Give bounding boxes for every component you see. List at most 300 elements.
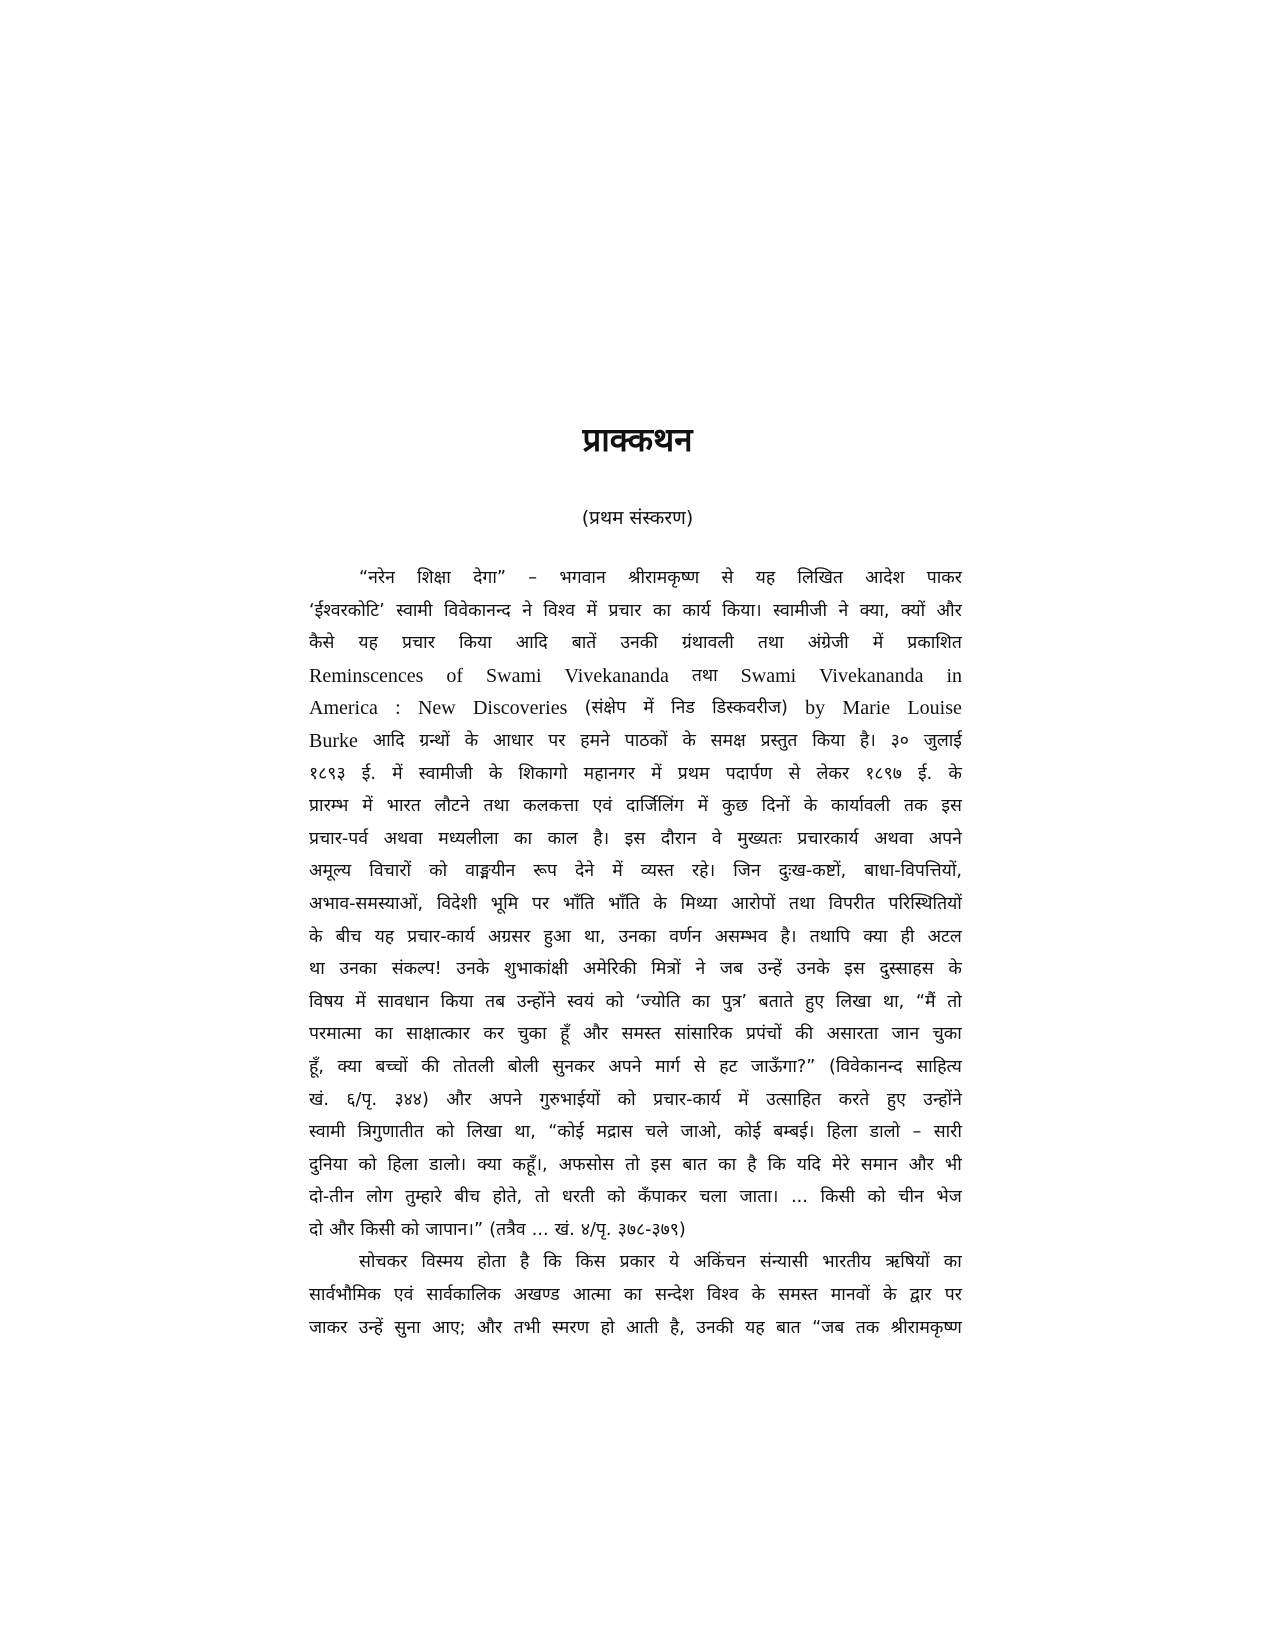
word: को [867, 1187, 886, 1208]
word: में [355, 991, 366, 1012]
word: तो [534, 1187, 550, 1208]
word: New [417, 697, 456, 720]
word: पर [944, 1285, 962, 1306]
word: समक्ष [710, 730, 746, 751]
word: दौरान [660, 828, 697, 849]
word: शुभाकांक्षी [504, 959, 569, 980]
word: प्रचार [401, 633, 435, 654]
word: बीच [335, 926, 362, 947]
word: तुम्हारे [405, 1187, 442, 1208]
word: यह [745, 1317, 765, 1338]
word: जब [719, 959, 744, 980]
word: तो [947, 991, 962, 1012]
word: हुए [886, 1089, 906, 1110]
word: सन्देश [655, 1285, 694, 1306]
word: of [446, 664, 464, 687]
word: हमने [580, 730, 610, 751]
text-line [309, 921, 962, 954]
word: जाकर [309, 1317, 348, 1338]
word: ग्रन्थों [419, 730, 450, 751]
word: कर [483, 1024, 505, 1045]
word: भूमि [490, 893, 519, 914]
word: कुछ [722, 796, 748, 817]
word: में [738, 1089, 749, 1110]
word: मद्रास [596, 1122, 633, 1143]
word: सुनकर [552, 1056, 595, 1077]
word: (तत्रैव [489, 1219, 526, 1240]
word: लेकर [816, 763, 850, 784]
word: स्मरण [551, 1317, 590, 1338]
word: भी [944, 1154, 962, 1175]
text-line [309, 1214, 962, 1247]
word: ये [668, 1252, 680, 1273]
word: देगा” [473, 568, 506, 588]
word: ‘ईश्वरकोटि’ [309, 600, 385, 621]
word: तक [855, 1317, 880, 1338]
word: Burke [309, 729, 358, 752]
word: और [936, 600, 962, 621]
word: दुनिया [309, 1154, 348, 1175]
word: आदि [372, 730, 405, 751]
text-line [309, 953, 962, 986]
text-line [309, 790, 962, 823]
word: विषय [309, 991, 344, 1012]
word: है [520, 1252, 530, 1273]
word: उन्हें [358, 1317, 383, 1338]
word: कोई [734, 1122, 761, 1143]
word: – [528, 568, 538, 588]
word: अटल [927, 926, 962, 947]
word: सांसारिक [674, 1024, 733, 1045]
word: को [607, 1187, 626, 1208]
word: ‘ज्योति [635, 991, 681, 1012]
word: और [329, 1219, 355, 1240]
word: विश्व [706, 1285, 739, 1306]
word: रहे। [691, 861, 716, 882]
word: शिक्षा [417, 568, 451, 588]
word: में [586, 600, 598, 621]
word: के [803, 796, 818, 817]
word: बच्चों [375, 1056, 408, 1077]
word: चुका [932, 1024, 962, 1045]
word: जान [891, 1024, 920, 1045]
text-line [309, 1051, 962, 1084]
word: मार्ग [655, 1056, 681, 1077]
word: का [691, 991, 711, 1012]
word: तथा [691, 665, 718, 686]
word: को [617, 1089, 636, 1110]
word: है, [669, 1317, 685, 1338]
text-line [309, 1181, 962, 1214]
text-line [309, 855, 962, 888]
word: चीन [898, 1187, 924, 1208]
word: गुरुभाईयों [539, 1089, 601, 1110]
text-line [309, 1084, 962, 1117]
word: है [747, 1154, 757, 1175]
word: आदि [515, 633, 548, 654]
word: में [651, 763, 662, 784]
word: उनकी [696, 1317, 734, 1338]
word: असारता [826, 1024, 879, 1045]
word: मानवों [830, 1285, 870, 1306]
word: जुलाई [923, 730, 962, 751]
word: Swami [486, 664, 542, 687]
word: किया [458, 633, 492, 654]
word: सार्वभौमिक [309, 1285, 381, 1306]
word: “नरेन [359, 568, 395, 588]
word: हुआ [543, 926, 571, 947]
word: आधार [492, 730, 534, 751]
word: Vivekananda [819, 664, 924, 687]
word: Vivekananda [564, 664, 669, 687]
word: चला [699, 1187, 727, 1208]
word: के [653, 893, 667, 914]
word: से [693, 1056, 706, 1077]
word: के [883, 1285, 897, 1306]
word: कँपाकर [637, 1187, 687, 1208]
word: का [943, 1252, 962, 1273]
word: के [682, 730, 696, 751]
word: है। [780, 926, 797, 947]
word: विपरीत [828, 893, 875, 914]
word: बम्बई। [773, 1122, 815, 1143]
word: अथवा [874, 828, 914, 849]
text-line [309, 725, 962, 758]
word: उनके [456, 959, 490, 980]
word: में [643, 698, 654, 719]
word: उन्हें [757, 959, 782, 980]
word: का [718, 1154, 737, 1175]
word: जिन [733, 861, 761, 882]
word: ने [695, 959, 706, 980]
word: पुत्र’ [721, 991, 748, 1012]
word: यह [755, 568, 776, 588]
word: किया। [722, 600, 762, 621]
word: सारी [933, 1122, 962, 1143]
word: (विवेकानन्द [828, 1056, 903, 1077]
word: ... [531, 1219, 549, 1240]
word: प्रचारकार्य [797, 828, 859, 849]
word: बात [776, 1317, 801, 1338]
word: ई. [918, 763, 933, 784]
word: रूप [533, 861, 557, 882]
word: क्या [863, 926, 888, 947]
word: इस [941, 796, 962, 817]
word: डालो [869, 1122, 901, 1143]
word: के [948, 959, 962, 980]
word: १८९७ [865, 763, 902, 784]
word: ने [522, 600, 532, 621]
word: १८९३ [309, 763, 346, 784]
word: पर [548, 730, 566, 751]
word: कार्य [682, 600, 711, 621]
word: पर [531, 893, 550, 914]
word: तब [485, 991, 506, 1012]
word: सार्वकालिक [426, 1285, 501, 1306]
word: ऋषियों [885, 1252, 930, 1273]
text-line [309, 888, 962, 921]
word: उन्होंने [516, 991, 556, 1012]
word: इस [650, 1154, 672, 1175]
word: के [751, 1285, 766, 1306]
word: भारतीय [822, 1252, 872, 1273]
word: तभी [513, 1317, 541, 1338]
word: होता [477, 1252, 506, 1273]
word: जाऊँगा?” [751, 1056, 816, 1077]
word: स्वामीजी [418, 763, 473, 784]
word: बोली [507, 1056, 539, 1077]
word: Marie [842, 697, 891, 720]
word: किस [575, 1252, 606, 1273]
word: डालो। [429, 1154, 467, 1175]
word: किया [812, 730, 846, 751]
word: किसी [820, 1187, 855, 1208]
word: अपने [488, 1089, 523, 1110]
text-line [309, 1116, 962, 1149]
word: डिस्कवरीज) [712, 698, 788, 719]
word: भारत [386, 796, 421, 817]
word: प्रारम्भ [309, 796, 349, 817]
word: वर्णन [669, 926, 702, 947]
paragraph [309, 1246, 962, 1344]
word: होते, [492, 1187, 523, 1208]
word: “कोई [548, 1122, 585, 1143]
word: हो [600, 1317, 615, 1338]
word: संकल्प! [391, 959, 442, 980]
word: स्वामी [309, 1122, 346, 1143]
word: प्रचार-कार्य [653, 1089, 721, 1110]
word: बात [682, 1154, 708, 1175]
word: दार्जिलिंग [625, 796, 684, 817]
word: तक [903, 796, 928, 817]
word: तथा [757, 633, 784, 654]
word: विस्मय [421, 1252, 464, 1273]
word: वाङ्मयीन [465, 861, 516, 882]
word: ६/पृ. [346, 1089, 378, 1110]
word: चले [645, 1122, 669, 1143]
body-text [309, 562, 962, 1344]
word: America [309, 697, 378, 720]
word: समस्त [621, 1024, 661, 1045]
paragraph [309, 562, 962, 1246]
word: Louise [907, 697, 962, 720]
word: था [309, 959, 325, 980]
word: मित्रों [651, 959, 681, 980]
word: आदेश [865, 568, 905, 588]
word: प्रकाशित [907, 633, 962, 654]
word: कि [767, 1154, 786, 1175]
word: में [392, 763, 403, 784]
word: क्या, [859, 600, 890, 621]
word: मेरे [831, 1154, 850, 1175]
word: जाओ, [680, 1122, 722, 1143]
word: के [309, 926, 323, 947]
word: Reminscences [309, 664, 424, 687]
word: प्रस्तुत [760, 730, 798, 751]
word: से [721, 568, 734, 588]
word: और [908, 1154, 934, 1175]
word: दुःख-कष्टों, [778, 861, 847, 882]
word: के [464, 730, 479, 751]
word: और [477, 1317, 503, 1338]
word: में [612, 861, 623, 882]
word: उनका [618, 926, 657, 947]
word: अखण्ड [514, 1285, 560, 1306]
word: शिकागो [518, 763, 568, 784]
word: को [436, 1122, 455, 1143]
word: आत्मा [572, 1285, 611, 1306]
word: भाँति [608, 893, 640, 914]
word: में [872, 633, 884, 654]
word: तो [625, 1154, 640, 1175]
word: है। [859, 730, 876, 751]
word: साहित्य [916, 1056, 962, 1077]
word: सुना [394, 1317, 421, 1338]
page-title: प्राक्कथन [582, 420, 693, 459]
word: परिस्थितियों [888, 893, 962, 914]
word: अमेरिकी [582, 959, 637, 980]
word: प्रचार [608, 600, 642, 621]
word: हिला [387, 1154, 419, 1175]
word: श्रीरामकृष्ण [890, 1317, 962, 1338]
word: ... [791, 1187, 808, 1208]
word: प्रचार-पर्व [309, 828, 369, 849]
word: खं. [309, 1089, 329, 1110]
word: अग्रसर [487, 926, 531, 947]
word: तथापि [809, 926, 851, 947]
word: प्रथम [677, 763, 710, 784]
word: को [401, 1219, 420, 1240]
word: समस्त [778, 1285, 818, 1306]
text-line [309, 692, 962, 725]
word: क्या [477, 1154, 502, 1175]
word: आरोपों [731, 893, 776, 914]
word: “मैं [915, 991, 936, 1012]
word: अंग्रेजी [807, 633, 849, 654]
word: विश्व [543, 600, 576, 621]
word: कि [543, 1252, 562, 1273]
word: से [788, 763, 801, 784]
word: किसी [360, 1219, 395, 1240]
word: आती [625, 1317, 659, 1338]
word: ४/पृ. [580, 1219, 612, 1240]
word: में [697, 796, 709, 817]
text-line [309, 562, 962, 595]
word: बताते [758, 991, 794, 1012]
word: आए; [431, 1317, 466, 1338]
text-line [309, 627, 962, 660]
word: परमात्मा [309, 1024, 362, 1045]
word: अकिंचन [693, 1252, 746, 1273]
word: विदेशी [436, 893, 478, 914]
word: क्यों [901, 600, 926, 621]
text-line [309, 1246, 962, 1279]
word: सावधान [377, 991, 429, 1012]
word: कैसे [309, 633, 335, 654]
text-line [309, 1149, 962, 1182]
word: करते [838, 1089, 870, 1110]
word: द्वार [909, 1285, 932, 1306]
word: क्या [337, 1056, 362, 1077]
text-line [309, 1312, 962, 1345]
word: किया [440, 991, 474, 1012]
word: हूँ [560, 1024, 570, 1045]
word: भाँति [562, 893, 595, 914]
word: हूँ, [309, 1056, 324, 1077]
word: प्रपंचों [745, 1024, 782, 1045]
word: ने [838, 600, 849, 621]
text-line [309, 1279, 962, 1312]
word: स्वामीजी [773, 600, 828, 621]
word: अपने [928, 828, 962, 849]
text-line [309, 986, 962, 1019]
word: लिखा [835, 991, 872, 1012]
word: प्रचार-कार्य [407, 926, 475, 947]
word: खं. [554, 1219, 575, 1240]
word: पदार्पण [725, 763, 773, 784]
word: भेज [936, 1187, 962, 1208]
word: विवेकानन्द [443, 600, 511, 621]
word: उनका [339, 959, 377, 980]
word: बातें [571, 633, 597, 654]
text-line [309, 595, 962, 628]
word: कार्यावली [831, 796, 891, 817]
word: में [362, 796, 373, 817]
word: था, [514, 1122, 536, 1143]
word: (संक्षेप [584, 698, 627, 719]
word: को [605, 991, 624, 1012]
word: धरती [562, 1187, 595, 1208]
word: हिला [826, 1122, 858, 1143]
word: दो-तीन [309, 1187, 354, 1208]
word: की [421, 1056, 440, 1077]
text-line [309, 1018, 962, 1051]
word: Swami [740, 664, 797, 687]
word: कहूँ।, [512, 1154, 548, 1175]
word: का [514, 828, 533, 849]
word: सोचकर [359, 1252, 408, 1273]
word: विचारों [369, 861, 412, 882]
word: काल [547, 828, 578, 849]
word: मध्यलीला [438, 828, 499, 849]
word: एवं [592, 796, 613, 817]
word: देने [575, 861, 595, 882]
word: मिथ्या [680, 893, 718, 914]
word: और [582, 1024, 609, 1045]
word: लिखित [797, 568, 843, 588]
word: ३७८-३७९) [617, 1219, 686, 1240]
word: मुख्यतः [737, 828, 782, 849]
word: महानगर [583, 763, 635, 784]
word: को [358, 1154, 377, 1175]
word: बीच [454, 1187, 481, 1208]
word: Discoveries [472, 697, 568, 720]
word: और [446, 1089, 472, 1110]
word: “जब [812, 1317, 845, 1338]
word: लौटने [434, 796, 470, 817]
word: ३० [890, 730, 909, 751]
word: हट [719, 1056, 738, 1077]
word: स्वामी [396, 600, 433, 621]
word: by [805, 697, 826, 720]
word: प्रकार [619, 1252, 655, 1273]
word: साक्षात्कार [406, 1024, 470, 1045]
word: दुस्साहस [879, 959, 934, 980]
word: अभाव-समस्याओं, [309, 893, 424, 914]
word: इस [624, 828, 646, 849]
word: व्यस्त [640, 861, 674, 882]
word: तथा [483, 796, 510, 817]
